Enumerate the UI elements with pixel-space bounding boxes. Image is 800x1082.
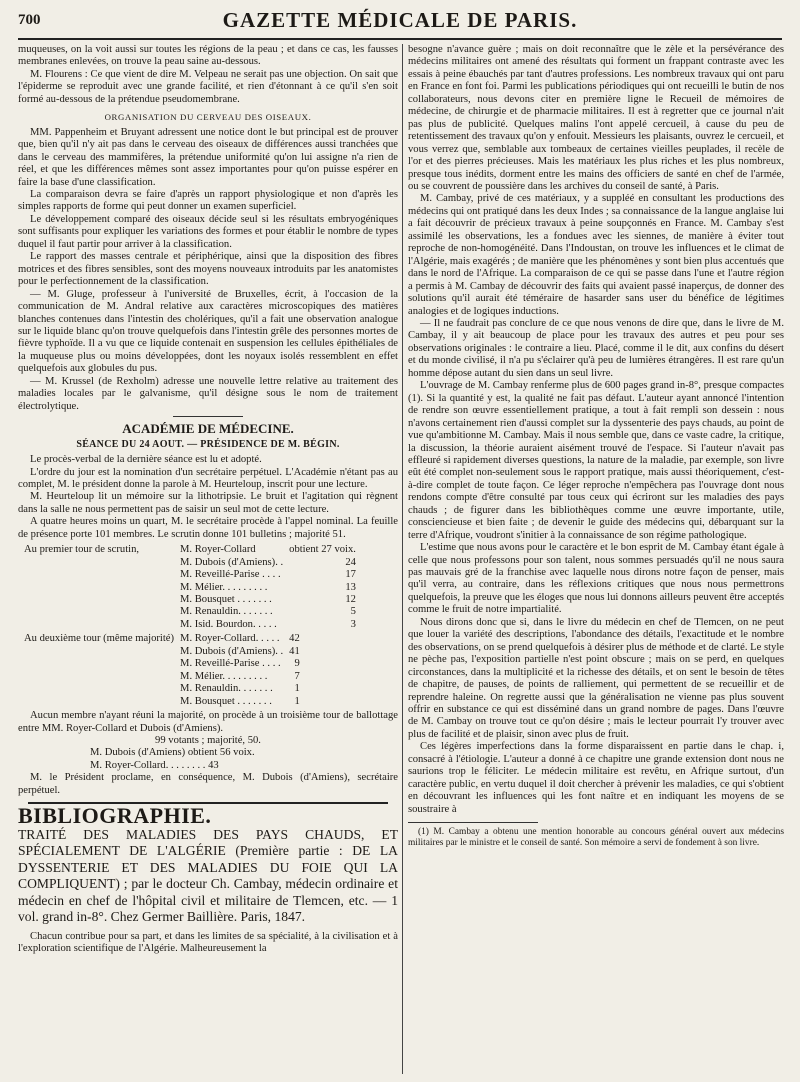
vote-count: 1: [294, 683, 300, 695]
vote-row: [24, 658, 300, 670]
candidate-name: M. Bousquet . . . . . . .: [180, 695, 272, 707]
paragraph: L'ordre du jour est la nomination d'un secrétaire perpétuel. L'Académie n'étant pas au complet, M. le président donne la parole à M. Heurteloup, inscrit pour une lecture.: [18, 466, 398, 490]
right-column: [408, 44, 784, 1074]
vote-count: 3: [350, 618, 356, 630]
candidate-name: M. Royer-Collard. . . . .: [180, 633, 280, 645]
vote-count: 1: [294, 695, 300, 707]
paragraph: Nous dirons donc que si, dans le livre du médecin en chef de Tlemcen, on ne peut que louer la variété des descriptions, l'abondance des détails, l'exactitude et le nombre des observations, on se prend quelquefois à désirer plus de méthode et de clarté. Le style ne pèche pas, l'exposition partielle n'est point obscure ; mais on se perd, en quelques circonstances, dans la multiplicité et la richesse des détails, et on sent le besoin de têtes de chapitre, de pauses, de points de ralliement, qui permettent de se recueillir et de reprendre haleine. On regrette aussi que la généralisation ne vienne pas plus souvent offrir en substance ce qui est disséminé dans un grand nombre de pages. Dans l'œuvre de M. Cambay on trouve tout ce qu'on désire ; mais le lecteur pourrait l'y trouver avec plus de facilité et de plaisir, sinon avec plus de fruit.: [408, 616, 784, 740]
paragraph: besogne n'avance guère ; mais on doit reconnaître que le zèle et la persévérance des médecins militaires ont amené des résultats qui forment un frappant contraste avec les essais à peine ébauchés par tant d'autres professions. Les nombreux travaux qui ont paru en France en font foi. Parmi les publications périodiques qui ont recueilli le butin de nos collaborateurs, nous devons citer en première ligne le Recueil de mémoires de médecine, de chirurgie et de pharmacie militaires. Il est à regretter que ce journal n'ait pas plus de publicité. Quelques malins l'ont appelé cercueil, à cause du peu de retentissement des travaux qu'on y enfouit. Messieurs les plaisants, ouvrez le cercueil, et vous verrez que, semblable aux tombeaux de certaines vieilles peuplades, il recèle de l'or et des pierres précieuses. Mais les matériaux les plus riches et les plus nombreux, presque tous inédits, dorment entre les mains des officiers de santé en chef de l'armée, ou se couvrent de poussière dans les archives du conseil de santé, à Paris.: [408, 44, 784, 192]
paragraph: L'ouvrage de M. Cambay renferme plus de 600 pages grand in-8°, presque compactes (1). Si la quantité y est, la qualité ne fait pas défaut. L'auteur ayant annoncé l'intention de rendre son œuvre essentiellement pratique, a tout à fait rempli son dessein : nous n'avons certainement rien d'aussi complet sur la dyssenterie des pays chauds, au point de vue qu'ambitionne M. Cambay. Mais il nous semble que, dans ce vaste cadre, la critique, la discussion, la théorie auraient aisément trouvé de l'espace. Si l'auteur n'avait pas effleuré si rapidement diverses questions, la nature de la maladie, par exemple, son livre eût été complet non-seulement sous le rapport pratique, mais aussi théoriquement, c'est-à-dire complet de toute façon. Ce léger reproche n'empêchera pas l'ouvrage dont nous rendons compte d'être consulté par tous ceux qui écriront sur les maladies des pays chauds ; de figurer dans les bibliothèques comme une œuvre importante, utile, consciencieuse et bien faite ; de devenir le guide des médecins qui, débarquant sur la terre d'Afrique, voudront s'initier à la connaissance de son régime pathologique.: [408, 380, 784, 541]
page-header: [18, 8, 782, 36]
vote-round-label: [24, 646, 180, 658]
vote-count: 42: [289, 633, 300, 645]
vote-row: [24, 671, 300, 683]
paragraph: A quatre heures moins un quart, M. le secrétaire procède à l'appel nominal. La feuille de présence porte 101 membres. Le scrutin donne 101 bulletins ; majorité 51.: [18, 516, 398, 540]
candidate-name: M. Mélier. . . . . . . . .: [180, 670, 268, 682]
vote-table-second-round: [24, 633, 300, 708]
running-title: GAZETTE MÉDICALE DE PARIS.: [222, 8, 578, 32]
candidate-name: M. Renauldin. . . . . . .: [180, 683, 273, 695]
section-subheading: ORGANISATION DU CERVEAU DES OISEAUX.: [104, 112, 312, 123]
vote-round-label: Au deuxième tour (même majorité): [24, 633, 175, 645]
candidate-name: M. Reveillé-Parise . . . .: [180, 658, 281, 670]
vote-row: [24, 582, 356, 594]
candidate-name: M. Dubois (d'Amiens). .: [180, 645, 284, 657]
candidate-name: M. Royer-Collard: [180, 544, 256, 556]
vote-count: 9: [294, 658, 300, 670]
vote-round-label: [24, 696, 180, 708]
paragraph: Chacun contribue pour sa part, et dans les limites de sa spécialité, à la civilisation et à l'exploration scientifique de l'Algérie. Malheureusement la: [18, 930, 398, 955]
vote-round-label: [24, 606, 180, 618]
paragraph: — M. Gluge, professeur à l'université de Bruxelles, écrit, à l'occasion de la communication de M. Andral relative aux caractères microscopiques des matières blanches contenues dans l'intestin des cholériques, qu'il a fait une observation analogue sur le liquide blanc qu'on trouve quelquefois dans l'intestin grêle des personnes mortes de fièvre typhoïde. Il a vu que ce liquide contenait en suspension les cellules épithéliales de la muqueuse plus ou moins développées, dont les noyaux isolés ressemblent en effet quelquefois aux globules du pus.: [18, 288, 398, 375]
vote-round-label: [24, 557, 180, 569]
candidate-name: M. Renauldin. . . . . . .: [180, 606, 273, 618]
vote-count: 5: [350, 606, 356, 618]
vote-result: M. Royer-Collard. . . . . . . . 43: [90, 759, 219, 771]
vote-round-label: Au premier tour de scrutin,: [24, 544, 140, 556]
vote-row: [24, 633, 300, 645]
book-reference: TRAITÉ DES MALADIES DES PAYS CHAUDS, ET SPÉCIALEMENT DE L'ALGÉRIE (Première partie : DE LA DYSSENTERIE ET DES MALADIES DU FOIE QUI LA COMPLIQUENT) ; par le docteur Ch. Cambay, médecin ordinaire et médecin en chef de l'hôpital civil et militaire de Tlemcen, etc. — 1 vol. grand in-8°. Chez Germer Baillière. Paris, 1847.: [18, 826, 398, 925]
vote-summary: 99 votants ; majorité, 50.: [155, 735, 261, 747]
candidate-name: M. Reveillé-Parise . . . .: [180, 569, 281, 581]
vote-round-label: [24, 658, 180, 670]
vote-round-label: [24, 683, 180, 695]
vote-row: [24, 544, 356, 556]
vote-round-label: [24, 594, 180, 606]
vote-table-first-round: [24, 544, 356, 631]
vote-count: obtient 27 voix.: [289, 544, 356, 556]
vote-round-label: [24, 671, 180, 683]
paragraph: muqueuses, on la voit aussi sur toutes les régions de la peau ; et dans ce cas, les fausses membranes enlevées, on trouve la peau saine au-dessous.: [18, 44, 398, 68]
paragraph: M. le Président proclame, en conséquence, M. Dubois (d'Amiens), secrétaire perpétuel.: [18, 772, 398, 796]
vote-row: [24, 619, 356, 631]
footnote-rule: [408, 822, 538, 823]
vote-result: M. Dubois (d'Amiens) obtient 56 voix.: [90, 747, 255, 759]
paragraph: Ces légères imperfections dans la forme disparaissent en partie dans le chap. i, consacré à l'étiologie. L'auteur a donné à ce chapitre une grande extension dont nous ne saurions trop le féliciter. Le médecin militaire est revêtu, en Afrique surtout, d'un caractère public, en vertu duquel il doit chercher à prévenir les maladies, ce qui s'obtient en découvrant les influences qui les font naître et en indiquant les moyens de se soustraire à: [408, 741, 784, 815]
vote-count: 41: [289, 645, 300, 657]
session-heading: SÉANCE DU 24 AOUT. — PRÉSIDENCE DE M. BÉGIN.: [76, 438, 340, 450]
vote-count: 13: [345, 581, 356, 593]
paragraph: — Il ne faudrait pas conclure de ce que nous venons de dire que, dans le livre de M. Cambay, il y ait beaucoup de place pour les travaux des autres et peu pour ses observations originales : le contraire a lieu. Placé, comme il le dit, aux confins du désert et du monde civilisé, il n'a pu s'éclairer qu'à peu de lumières étrangères. Il est rare qu'un homme dépose autant du sien dans un seul livre.: [408, 317, 784, 379]
paragraph: M. Heurteloup lit un mémoire sur la lithotripsie. Le bruit et l'agitation qui règnent dans la salle ne nous permettent pas de saisir un seul mot de cette lecture.: [18, 491, 398, 515]
paragraph: La comparaison devra se faire d'après un rapport physiologique et non d'après les simples rapports de forme qui peut donner un examen superficiel.: [18, 188, 398, 213]
paragraph: Le développement comparé des oiseaux décide seul si les résultats embryogéniques sont suffisants pour expliquer les variations des formes et pour établir le nombre de types duquel il faut partir pour arriver à la classification.: [18, 213, 398, 250]
vote-row: [24, 646, 300, 658]
candidate-name: M. Dubois (d'Amiens). .: [180, 556, 284, 568]
left-column: [18, 44, 398, 1074]
vote-count: 12: [345, 594, 356, 606]
page-number: 700: [18, 12, 41, 28]
vote-round-label: [24, 619, 180, 631]
paragraph: — M. Krussel (de Rexholm) adresse une nouvelle lettre relative au traitement des maladies locales par le galvanisme, qu'il désigne sous le nom de traitement électrolytique.: [18, 375, 398, 412]
paragraph: Le procès-verbal de la dernière séance est lu et adopté.: [30, 454, 262, 466]
vote-row: [24, 569, 356, 581]
divider: [173, 416, 243, 417]
vote-count: 24: [345, 556, 356, 568]
vote-row: [24, 683, 300, 695]
candidate-name: M. Isid. Bourdon. . . . .: [180, 618, 277, 630]
vote-count: 17: [345, 569, 356, 581]
candidate-name: M. Mélier. . . . . . . . .: [180, 581, 268, 593]
paragraph: Aucun membre n'ayant réuni la majorité, on procède à un troisième tour de ballottage entre MM. Royer-Collard et Dubois (d'Amiens).: [18, 710, 398, 734]
vote-row: [24, 594, 356, 606]
section-heading: ACADÉMIE DE MÉDECINE.: [122, 421, 294, 437]
section-heading-bibliographie: BIBLIOGRAPHIE.: [18, 803, 212, 829]
footnote: (1) M. Cambay a obtenu une mention honorable au concours général ouvert aux médecins militaires par le ministre et le conseil de santé. Son mémoire a servi de fondement à son livre.: [408, 827, 784, 849]
candidate-name: M. Bousquet . . . . . . .: [180, 594, 272, 606]
paragraph: MM. Pappenheim et Bruyant adressent une notice dont le but principal est de prouver que, bien qu'il n'y ait pas dans le cerveau des oiseaux de différences aussi tranchées que dans le cerveau des mammifères, la prétendue uniformité qu'on lui assigne n'a rien de réel, et que les différences mêmes sont assez importantes pour qu'on puisse espérer en faire la base d'une classification.: [18, 126, 398, 188]
vote-row: [24, 696, 300, 708]
vote-count: 7: [294, 670, 300, 682]
header-rule: [18, 38, 782, 40]
vote-round-label: [24, 582, 180, 594]
paragraph: M. Cambay, privé de ces matériaux, y a suppléé en consultant les productions des médecins qui ont pratiqué dans les deux Indes ; sa connaissance de la langue anglaise lui a fait découvrir de précieux travaux à peine soupçonnés en France. M. Cambay s'est assimilé les observations, les a fondues avec les siennes, de manière à éviter tout reproche de non-homogénéité. Dans l'Indoustan, on trouve les influences et le climat de l'Algérie, mais exagérés ; de manière que les phénomènes y sont bien plus accentués que dans le nord de l'Afrique. La comparaison de ce qui se passe dans l'une et l'autre région a permis à M. Cambay de découvrir des faits qui avaient passé inaperçus, de donner des solutions qu'il aurait été téméraire de hasarder sans user du bénéfice de légitimes analogies et de logiques inductions.: [408, 193, 784, 317]
paragraph: Le rapport des masses centrale et périphérique, ainsi que la disposition des fibres motrices et des fibres sensibles, sont des moyens nouveaux introduits par les anatomistes pour le perfectionnement de la classification.: [18, 251, 398, 288]
vote-round-label: [24, 569, 180, 581]
vote-row: [24, 557, 356, 569]
paragraph: L'estime que nous avons pour le caractère et le bon esprit de M. Cambay étant égale à celle que nous professons pour son talent, nous sommes persuadés qu'il ne nous saura pas mauvais gré de la franchise avec laquelle nous dirons notre façon de penser, mais qu'il verra, au contraire, dans les réflexions critiques que nous nous permettrons quelquefois, la preuve que les éloges que nous lui donnons ailleurs peuvent être acceptés comme le fruit de notre impartialité.: [408, 542, 784, 616]
paragraph: M. Flourens : Ce que vient de dire M. Velpeau ne serait pas une objection. On sait que l'épiderme se reproduit avec une grande facilité, et rien d'étonnant à ce qu'il s'en soit formé au-dessous de la prétendue pseudomembrane.: [18, 68, 398, 105]
vote-row: [24, 606, 356, 618]
column-divider: [402, 44, 403, 1074]
